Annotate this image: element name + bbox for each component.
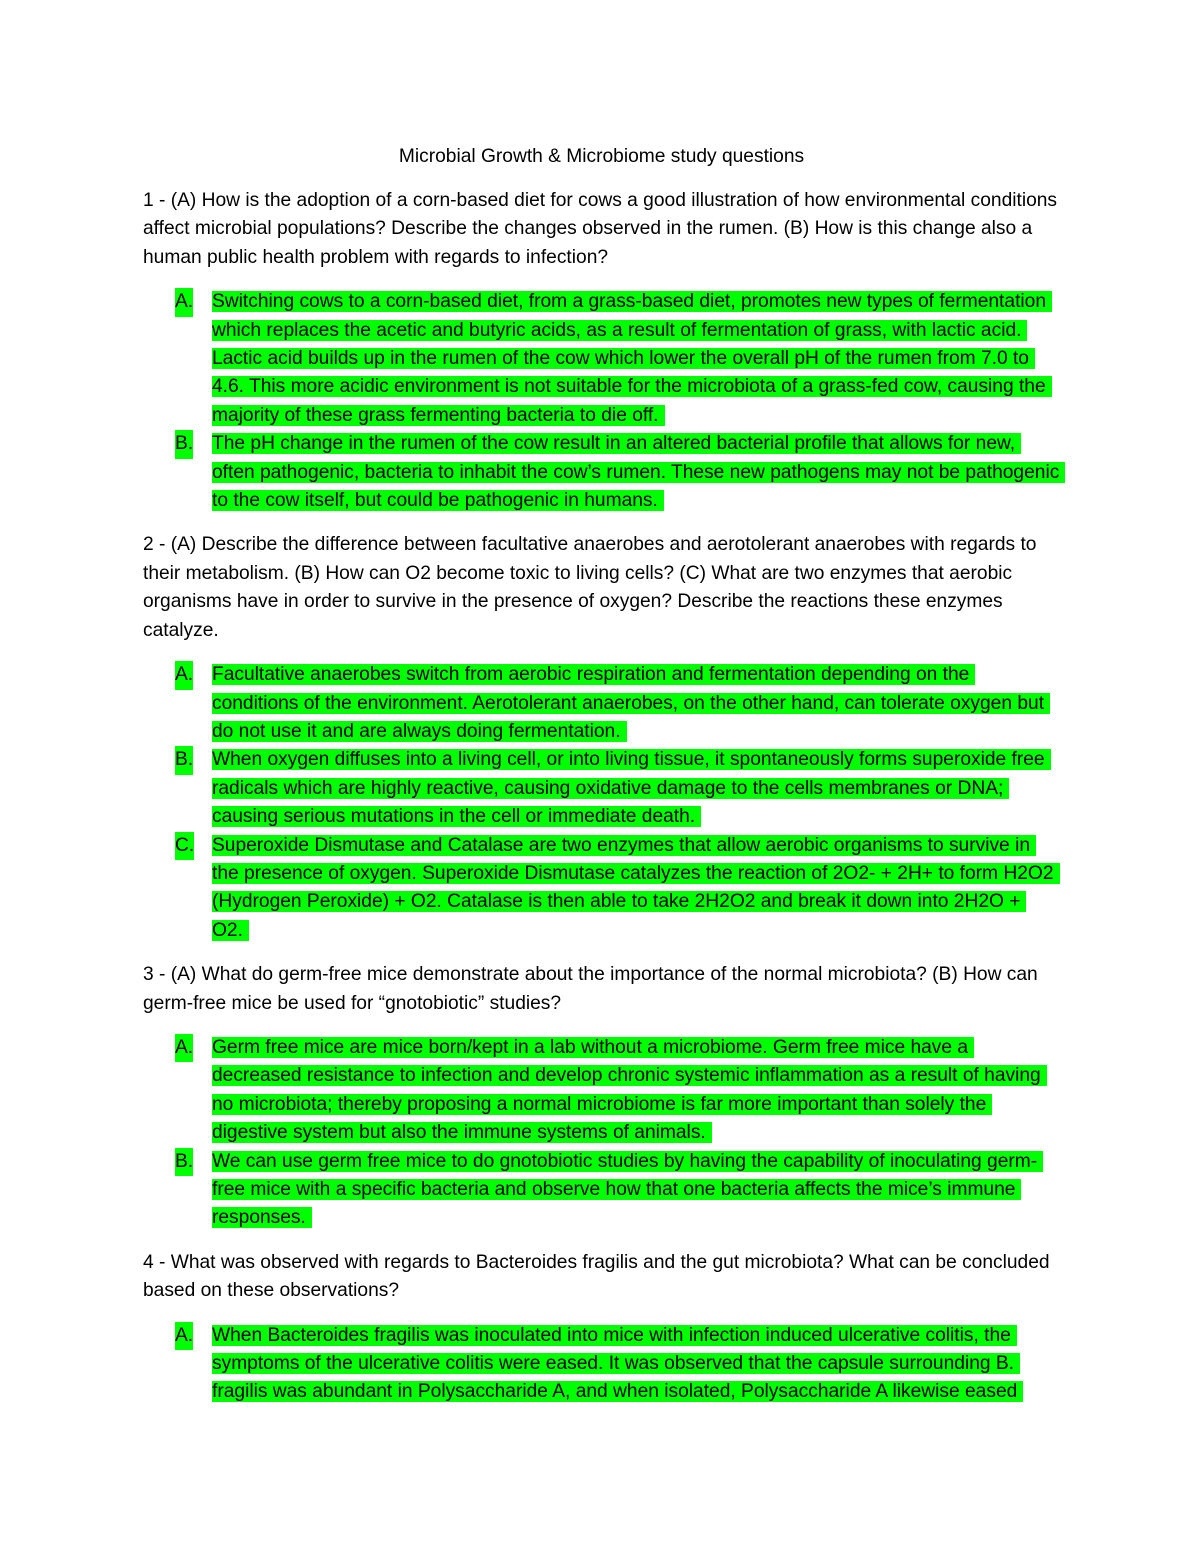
answer-letter: A.: [175, 1034, 193, 1062]
answer-item: [143, 832, 1060, 946]
answer-list: [143, 288, 1060, 515]
page-title: Microbial Growth & Microbiome study questions: [398, 146, 805, 167]
question-block-4: [143, 1249, 1060, 1407]
answer-letter: B.: [175, 430, 193, 458]
question-block-1: [143, 187, 1060, 515]
answer-list: [143, 1034, 1060, 1233]
answer-text: Facultative anaerobes switch from aerobic respiration and fermentation depending on the conditions of the environment. Aerotolerant anaerobes, on the other hand, can tolerate oxygen but do not use it and are always doing fermentation.: [212, 664, 1050, 742]
answer-text: The pH change in the rumen of the cow result in an altered bacterial profile that allows for new, often pathogenic, bacteria to inhabit the cow’s rumen. These new pathogens may not be pathogenic to the cow itself, but could be pathogenic in humans.: [212, 433, 1065, 511]
answer-text: Superoxide Dismutase and Catalase are two enzymes that allow aerobic organisms to survive in the presence of oxygen. Superoxide Dismutase catalyzes the reaction of 2O2- + 2H+ to form H2O2 (Hydrogen Peroxide) + O2. Catalase is then able to take 2H2O2 and break it down into 2H2O + O2.: [212, 835, 1060, 941]
question-block-2: [143, 531, 1060, 945]
answer-item: [143, 288, 1060, 430]
answer-text: We can use germ free mice to do gnotobiotic studies by having the capability of inoculating germ-free mice with a specific bacteria and observe how that one bacteria affects the mice’s immune responses.: [212, 1151, 1043, 1229]
answer-item: [143, 1322, 1060, 1407]
question-text: 3 - (A) What do germ-free mice demonstrate about the importance of the normal microbiota? (B) How can germ-free mice be used for “gnotobiotic” studies?: [143, 964, 1038, 1014]
answer-text: Germ free mice are mice born/kept in a lab without a microbiome. Germ free mice have a decreased resistance to infection and develop chronic systemic inflammation as a result of having no microbiota; thereby proposing a normal microbiome is far more important than solely the digestive system but also the immune systems of animals.: [212, 1037, 1047, 1143]
answer-letter: A.: [175, 1322, 193, 1350]
answer-text: When oxygen diffuses into a living cell, or into living tissue, it spontaneously forms superoxide free radicals which are highly reactive, causing oxidative damage to the cells membranes or DNA; causing serious mutations in the cell or immediate death.: [212, 749, 1051, 827]
answer-item: [143, 1034, 1060, 1148]
question-text: 1 - (A) How is the adoption of a corn-based diet for cows a good illustration of how environmental conditions affect microbial populations? Describe the changes observed in the rumen. (B) How is this change also a human public health problem with regards to infection?: [143, 190, 1058, 268]
answer-letter: A.: [175, 661, 193, 689]
answer-letter: B.: [175, 746, 193, 774]
answer-list: [143, 661, 1060, 945]
answer-item: [143, 430, 1060, 515]
answer-letter: B.: [175, 1148, 193, 1176]
answer-letter: A.: [175, 288, 193, 316]
answer-text: Switching cows to a corn-based diet, from a grass-based diet, promotes new types of fermentation which replaces the acetic and butyric acids, as a result of fermentation of grass, with lactic acid. Lactic acid builds up in the rumen of the cow which lower the overall pH of the rumen from 7.0 to 4.6. This more acidic environment is not suitable for the microbiota of a grass-fed cow, causing the majority of these grass fermenting bacteria to die off.: [212, 291, 1052, 426]
question-text: 4 - What was observed with regards to Bacteroides fragilis and the gut microbiota? What can be concluded based on these observations?: [143, 1251, 1050, 1302]
answer-list: [143, 1322, 1060, 1407]
question-text: 2 - (A) Describe the difference between facultative anaerobes and aerotolerant anaerobes with regards to their metabolism. (B) How can O2 become toxic to living cells? (C) What are two enzymes that aerobic organisms have in order to survive in the presence of oxygen? Describe the reactions these enzymes catalyze.: [143, 534, 1037, 641]
answer-item: [143, 746, 1060, 831]
answer-letter: C.: [175, 832, 194, 860]
answer-item: [143, 661, 1060, 746]
answer-text: When Bacteroides fragilis was inoculated into mice with infection induced ulcerative colitis, the symptoms of the ulcerative colitis were eased. It was observed that the capsule surrounding B. fragilis was abundant in Polysaccharide A, and when isolated, Polysaccharide A likewise eased: [212, 1325, 1023, 1403]
answer-item: [143, 1148, 1060, 1233]
question-block-3: [143, 961, 1060, 1233]
